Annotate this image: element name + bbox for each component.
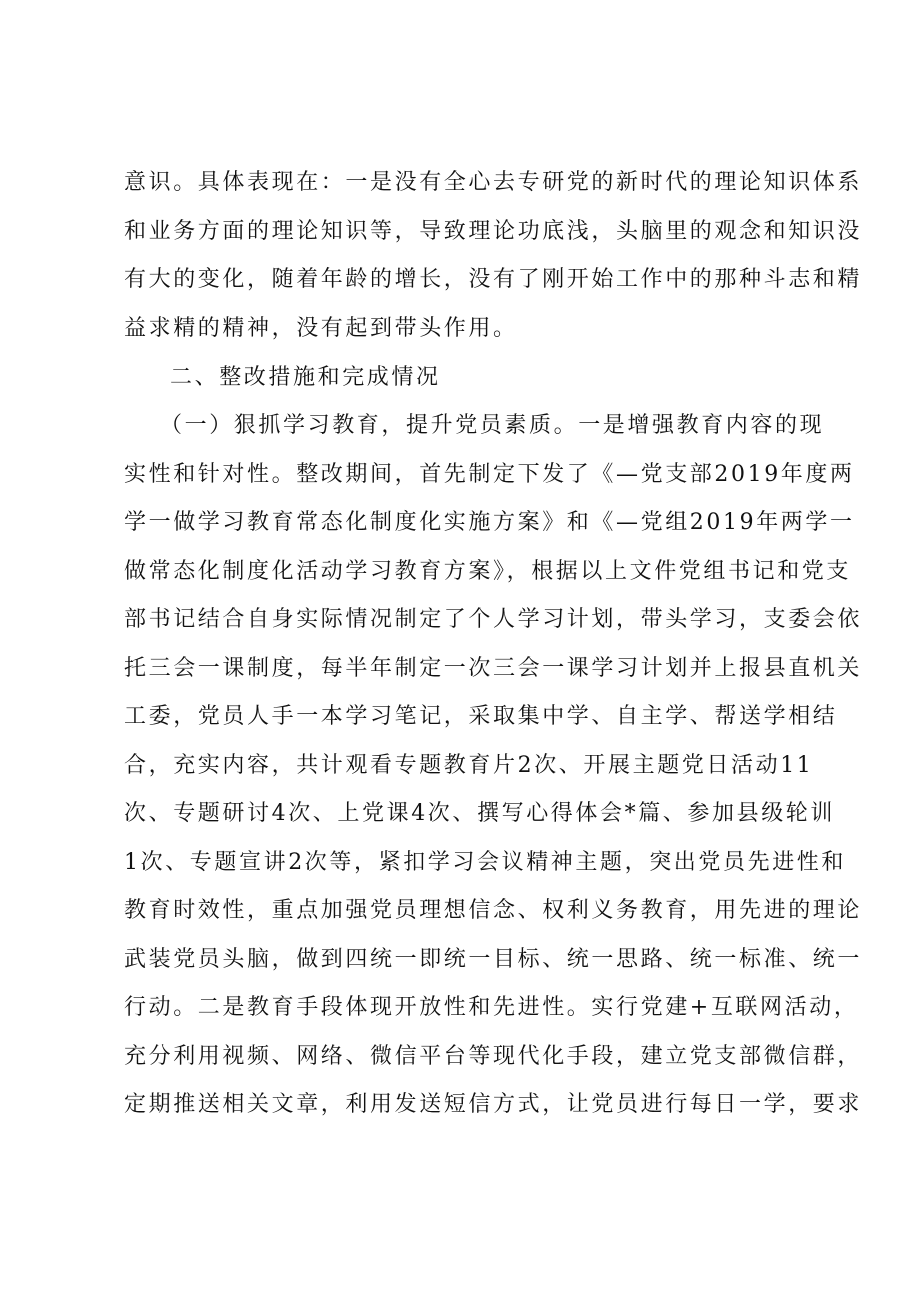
paragraph-line: 充分利用视频、网络、微信平台等现代化手段，建立党支部微信群， <box>124 1044 863 1069</box>
paragraph-line: 教育时效性，重点加强党员理想信念、权利义务教育，用先进的理论 <box>124 898 863 923</box>
paragraph-line: 部书记结合自身实际情况制定了个人学习计划，带头学习，支委会依 <box>124 607 863 632</box>
paragraph-line: 合，充实内容，共计观看专题教育片2次、开展主题党日活动11 <box>124 753 814 778</box>
paragraph-line: 托三会一课制度，每半年制定一次三会一课学习计划并上报县直机关 <box>124 656 863 681</box>
paragraph-line: 做常态化制度化活动学习教育方案》，根据以上文件党组书记和党支 <box>124 559 852 584</box>
paragraph-line: 1次、专题宣讲2次等，紧扣学习会议精神主题，突出党员先进性和 <box>124 850 846 875</box>
paragraph-line: 和业务方面的理论知识等，导致理论功底浅，头脑里的观念和知识没 <box>124 219 863 244</box>
paragraph-line: 意识。具体表现在：一是没有全心去专研党的新时代的理论知识体系 <box>124 170 863 195</box>
paragraph-line: 行动。二是教育手段体现开放性和先进性。实行党建+互联网活动， <box>124 995 859 1020</box>
paragraph-line: 定期推送相关文章，利用发送短信方式，让党员进行每日一学，要求 <box>124 1092 863 1117</box>
paragraph-line: （一）狠抓学习教育，提升党员素质。一是增强教育内容的现 <box>160 413 825 438</box>
paragraph-line: 工委，党员人手一本学习笔记，采取集中学、自主学、帮送学相结 <box>124 704 838 729</box>
section-heading: 二、整改措施和完成情况 <box>170 365 441 390</box>
paragraph-line: 武装党员头脑，做到四统一即统一目标、统一思路、统一标准、统一 <box>124 947 863 972</box>
paragraph-line: 有大的变化，随着年龄的增长，没有了刚开始工作中的那种斗志和精 <box>124 267 863 292</box>
paragraph-line: 益求精的精神，没有起到带头作用。 <box>124 316 518 341</box>
paragraph-line: 次、专题研讨4次、上党课4次、撰写心得体会*篇、参加县级轮训 <box>124 801 835 826</box>
paragraph-line: 实性和针对性。整改期间，首先制定下发了《—党支部2019年度两 <box>124 462 855 487</box>
paragraph-line: 学一做学习教育常态化制度化实施方案》和《—党组2019年两学一 <box>124 510 855 535</box>
